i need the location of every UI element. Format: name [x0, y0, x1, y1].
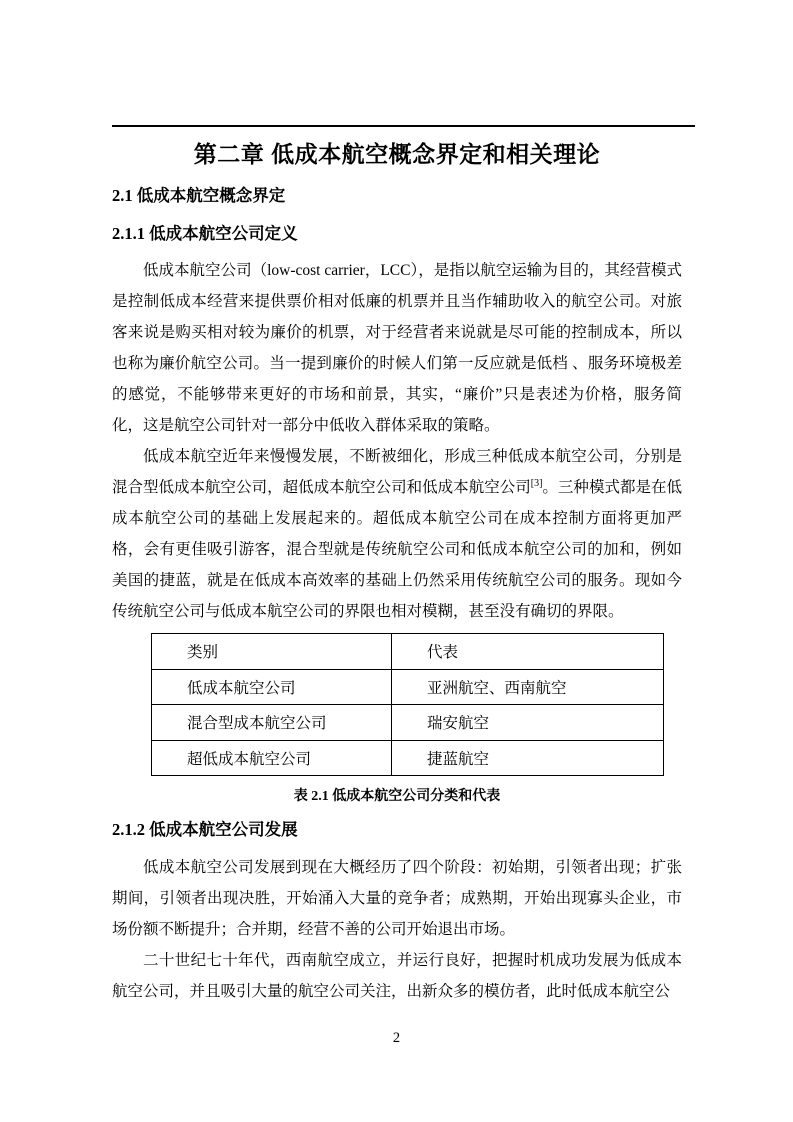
table-cell-category: 混合型成本航空公司	[152, 705, 392, 741]
paragraph-definition-text: 低成本航空公司（low-cost carrier，LCC），是指以航空运输为目的，其经营模式是控制低成本经营来提供票价相对低廉的机票并且当作辅助收入的航空公司。对旅客来说是购买相对较为廉价的机票，对于经营者来说就是尽可能的控制成本，所以也称为廉价航空公司。当一提到廉价的时候人们第一反应就是低档 、服务环境极差的感觉，不能够带来更好的市场和前景，其实，“廉价”只是表述为价格，服务简化，这是航空公司针对一部分中低收入群体采取的策略。	[112, 262, 682, 434]
chapter-title: 第二章 低成本航空概念界定和相关理论	[193, 141, 601, 167]
classification-table	[151, 633, 664, 776]
table-cell-representative: 捷蓝航空	[392, 740, 664, 776]
header-rule	[112, 125, 695, 127]
table-row	[152, 669, 664, 705]
section-heading-2-1-1: 2.1.1 低成本航空公司定义	[112, 224, 298, 243]
paragraph-southwest	[112, 945, 682, 1007]
paragraph-definition	[112, 255, 682, 441]
table-row	[152, 705, 664, 741]
page-number: 2	[392, 1030, 401, 1046]
table-header-row	[152, 634, 664, 670]
paragraph-stages-text: 低成本航空公司发展到现在大概经历了四个阶段：初始期，引领者出现；扩张期间，引领者出现决胜，开始涌入大量的竞争者；成熟期，开始出现寡头企业，市场份额不断提升；合并期，经营不善的公司开始退出市场。	[112, 859, 682, 938]
paragraph-types-text-after: 。三种模式都是在低成本航空公司的基础上发展起来的。超低成本航空公司在成本控制方面将更加严格，会有更佳吸引游客，混合型就是传统航空公司和低成本航空公司的加和，例如美国的捷蓝，就是在低成本高效率的基础上仍然采用传统航空公司的服务。现如今传统航空公司与低成本航空公司的界限也相对模糊，甚至没有确切的界限。	[112, 479, 682, 620]
section-heading-2-1: 2.1 低成本航空概念界定	[112, 186, 286, 205]
table-caption: 表 2.1 低成本航空公司分类和代表	[293, 789, 501, 804]
paragraph-types	[112, 441, 682, 627]
table-header-category: 类别	[152, 634, 392, 670]
table-cell-category: 低成本航空公司	[152, 669, 392, 705]
table-cell-representative: 瑞安航空	[392, 705, 664, 741]
table-row	[152, 740, 664, 776]
table-cell-representative: 亚洲航空、西南航空	[392, 669, 664, 705]
body-text-block-1	[112, 255, 682, 627]
footnote-ref-3: [3]	[530, 477, 543, 489]
section-heading-2-1-2: 2.1.2 低成本航空公司发展	[112, 820, 298, 839]
body-text-block-2	[112, 852, 682, 1007]
paragraph-stages	[112, 852, 682, 945]
paragraph-types-text-before: 低成本航空近年来慢慢发展，不断被细化，形成三种低成本航空公司，分别是混合型低成本航空公司，超低成本航空公司和低成本航空公司	[112, 448, 682, 496]
table-header-representative: 代表	[392, 634, 664, 670]
paragraph-southwest-text: 二十世纪七十年代，西南航空成立，并运行良好，把握时机成功发展为低成本航空公司，并且吸引大量的航空公司关注，出新众多的模仿者，此时低成本航空公	[112, 952, 682, 1000]
table-cell-category: 超低成本航空公司	[152, 740, 392, 776]
